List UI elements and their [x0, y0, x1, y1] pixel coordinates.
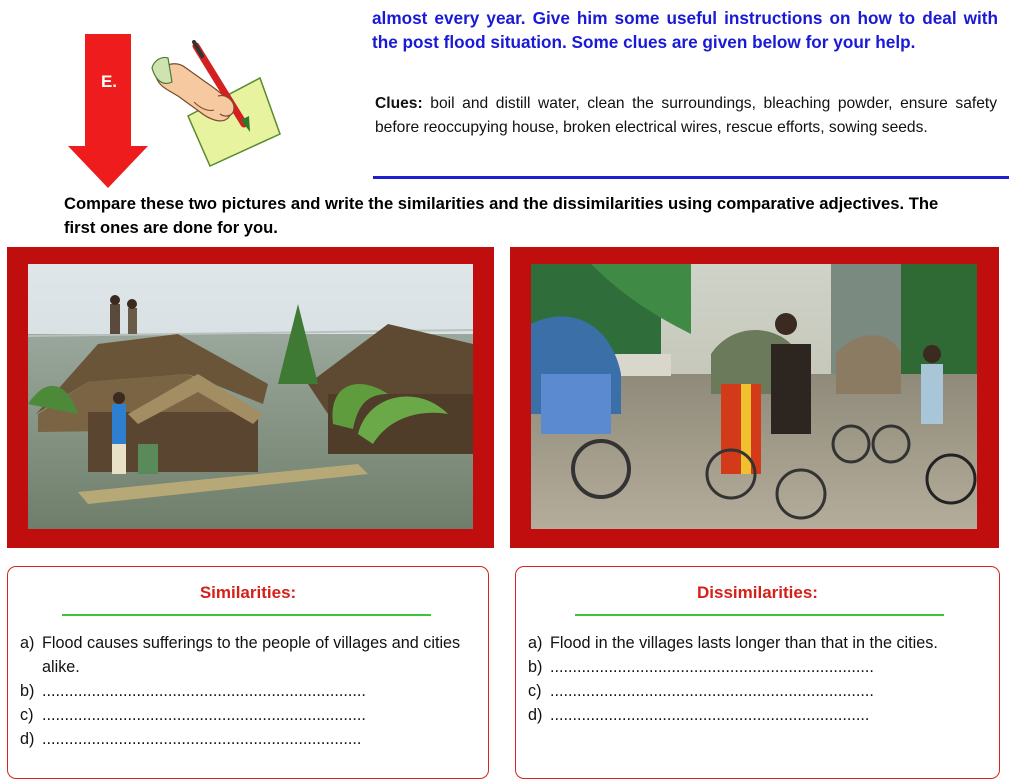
item-marker: b): [528, 658, 543, 676]
list-item[interactable]: [20, 679, 475, 703]
similarities-heading: Similarities:: [199, 583, 297, 602]
answer-blank[interactable]: ........................................................................: [550, 682, 874, 700]
dissimilarities-list: [528, 631, 983, 727]
dissimilarities-box: [515, 566, 1000, 779]
item-marker: d): [20, 730, 35, 748]
answer-blank[interactable]: .......................................................................: [550, 706, 870, 724]
item-marker: b): [20, 682, 35, 700]
compare-instruction: Compare these two pictures and write the similarities and the dissimilarities using comparative adjectives. The first ones are done for you.: [64, 194, 939, 237]
city-flood-photo: [531, 264, 977, 529]
list-item[interactable]: [20, 727, 475, 751]
village-flood-photo: [28, 264, 473, 529]
blue-divider: [373, 176, 1009, 179]
green-divider: [575, 614, 944, 616]
green-divider: [62, 614, 431, 616]
list-item[interactable]: [528, 655, 983, 679]
writing-hand-icon: [148, 38, 283, 173]
clues-label: Clues:: [375, 95, 423, 112]
item-text: Flood causes sufferings to the people of villages and cities alike.: [42, 634, 461, 676]
similarities-list: [20, 631, 475, 751]
item-marker: c): [528, 682, 542, 700]
item-marker: a): [528, 634, 543, 652]
list-item: [20, 631, 475, 679]
answer-blank[interactable]: ........................................................................: [42, 682, 366, 700]
answer-blank[interactable]: ........................................................................: [42, 706, 366, 724]
item-marker: a): [20, 634, 35, 652]
item-text: Flood in the villages lasts longer than that in the cities.: [550, 634, 938, 652]
item-marker: c): [20, 706, 34, 724]
list-item[interactable]: [528, 679, 983, 703]
dissimilarities-heading: Dissimilarities:: [697, 583, 818, 602]
answer-blank[interactable]: .......................................................................: [42, 730, 362, 748]
list-item[interactable]: [528, 703, 983, 727]
list-item[interactable]: [20, 703, 475, 727]
answer-blank[interactable]: ........................................................................: [550, 658, 874, 676]
list-item: [528, 631, 983, 655]
similarities-box: [7, 566, 489, 779]
clues-text: boil and distill water, clean the surroundings, bleaching powder, ensure safety before reoccupying house, broken electrical wires, rescue efforts, sowing seeds.: [375, 95, 997, 136]
down-arrow-icon: [68, 34, 148, 188]
section-label: E.: [100, 72, 118, 91]
task-instructions: almost every year. Give him some useful instructions on how to deal with the post flood situation. Some clues are given below for your help.: [372, 8, 998, 52]
item-marker: d): [528, 706, 543, 724]
clues-paragraph: [375, 92, 997, 140]
